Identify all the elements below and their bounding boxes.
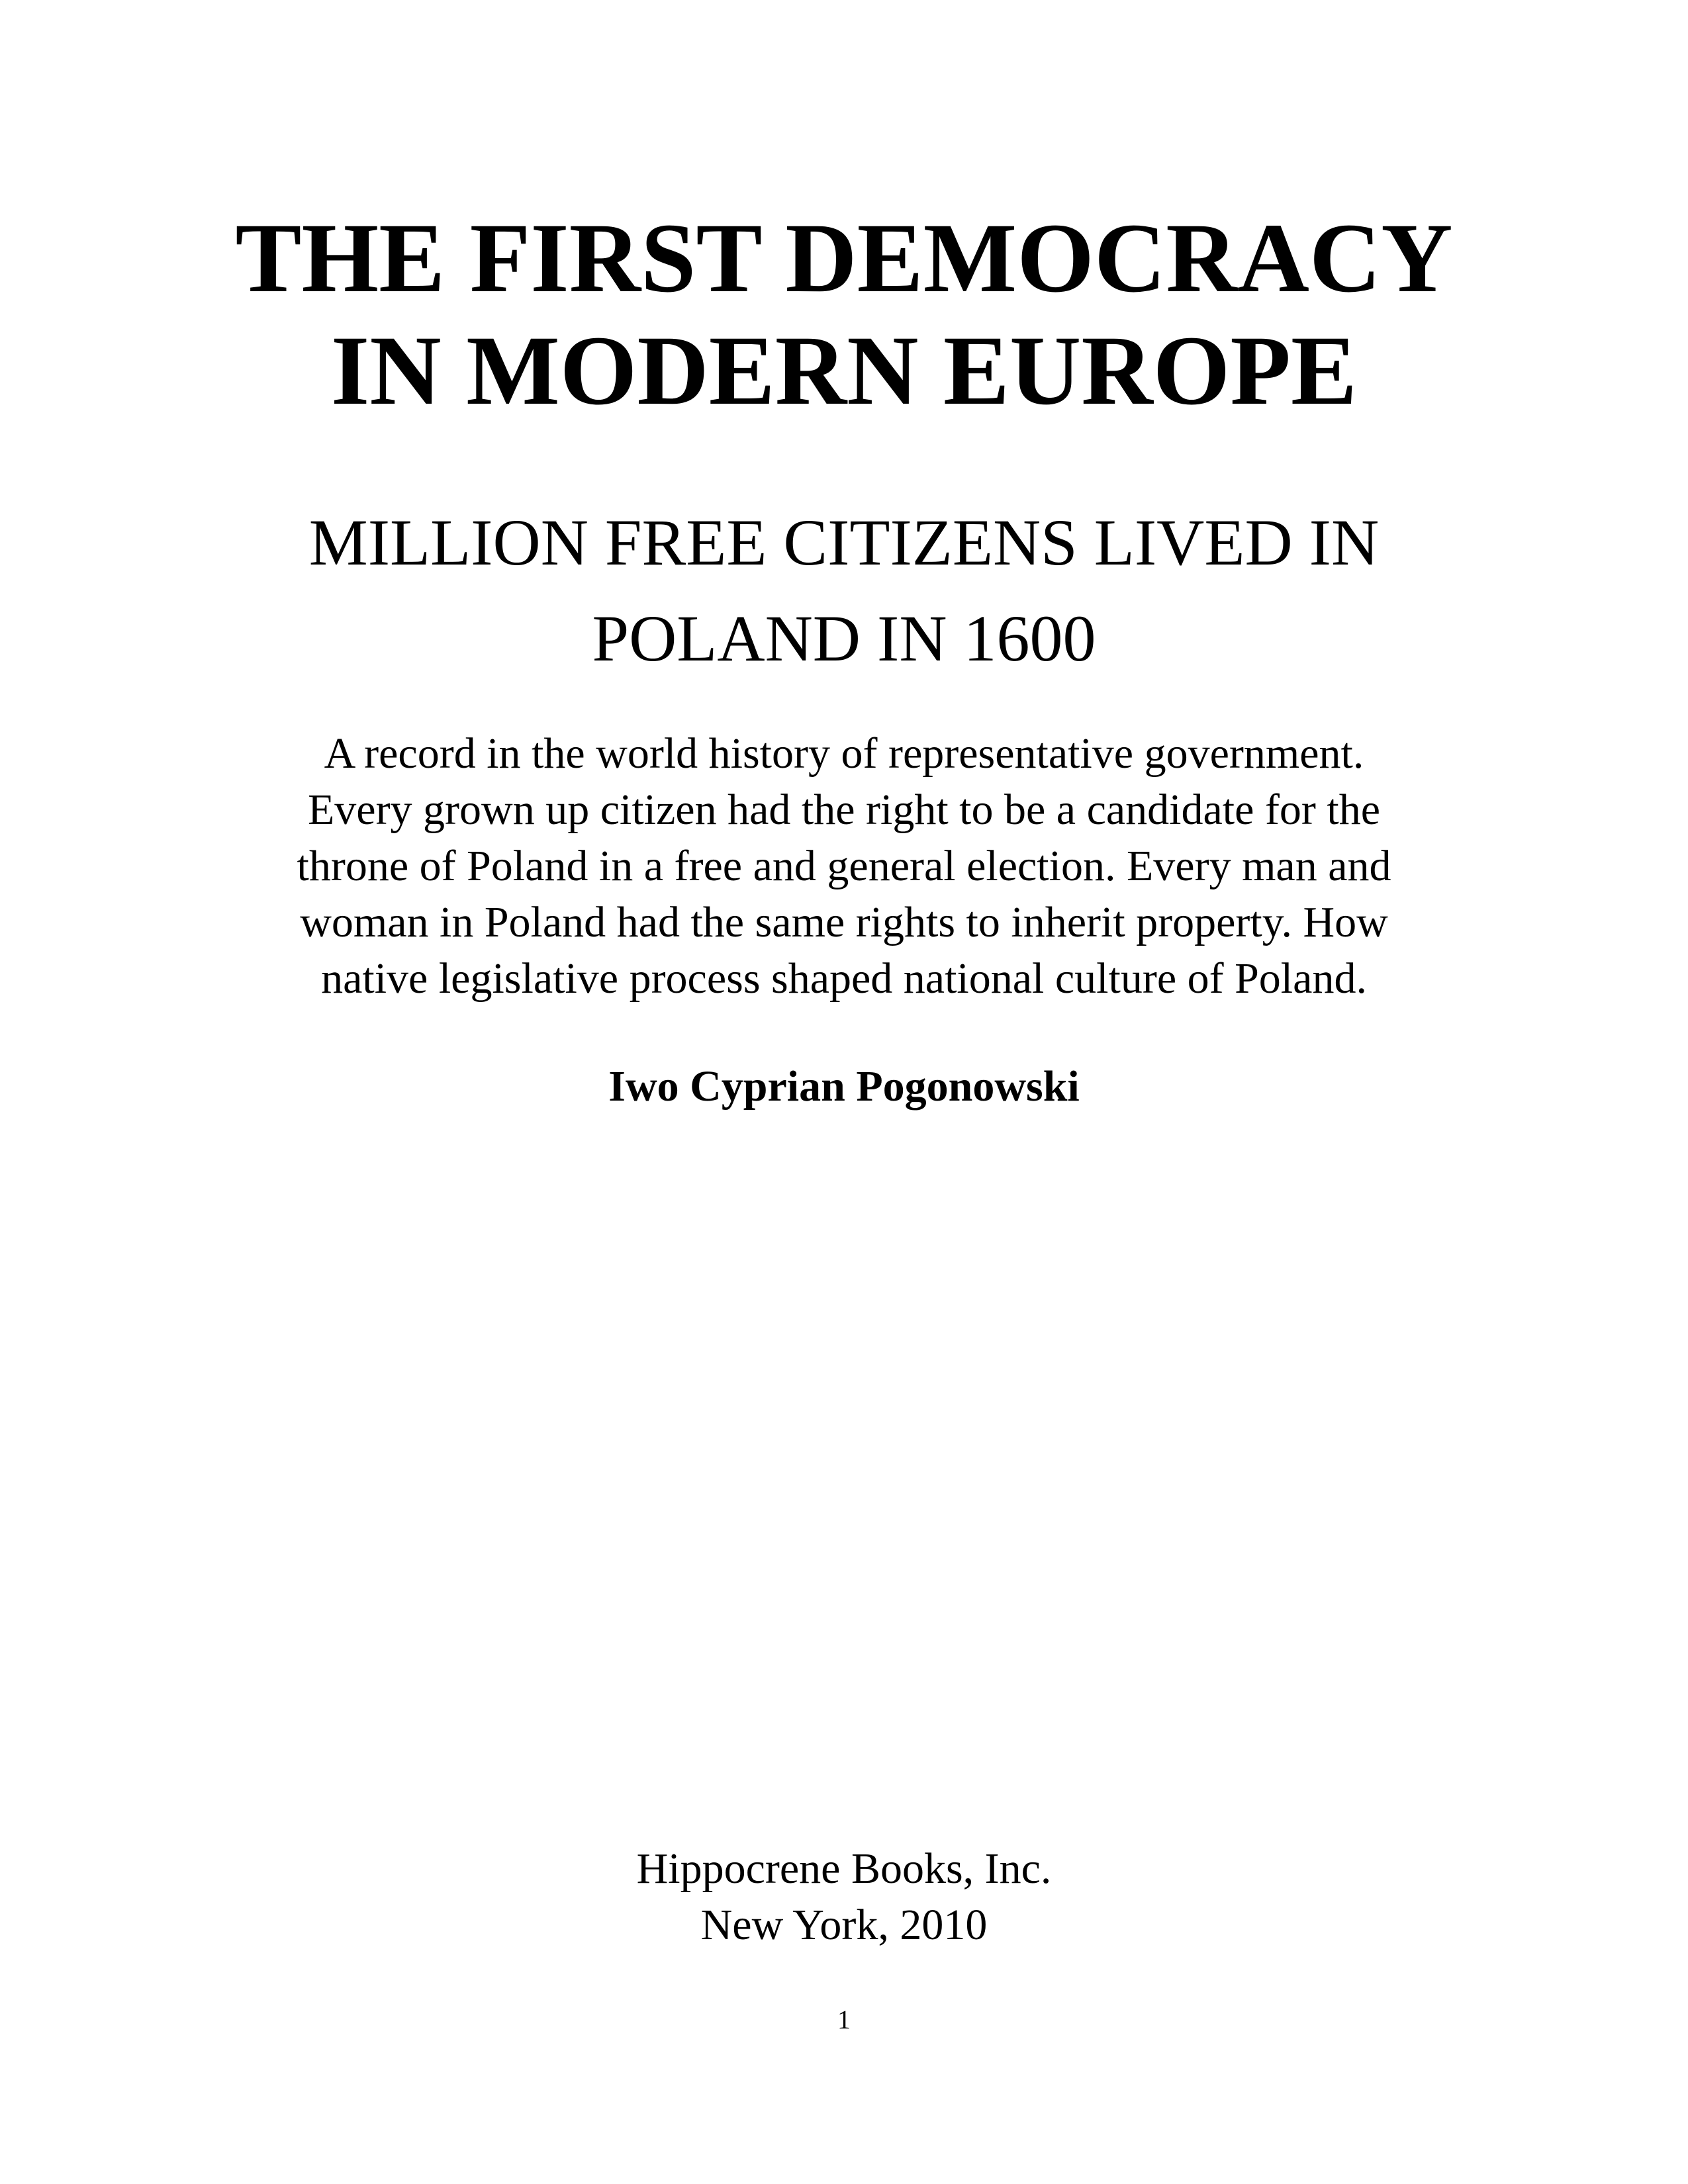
subtitle-line-1: MILLION FREE CITIZENS LIVED IN (308, 506, 1380, 579)
description-line-4: woman in Poland had the same rights to inherit property. How (300, 898, 1388, 946)
description-line-3: throne of Poland in a free and general election. Every man and (297, 842, 1391, 890)
author-name: Iwo Cyprian Pogonowski (608, 1062, 1080, 1111)
publisher-name: Hippocrene Books, Inc. (636, 1844, 1052, 1893)
description-line-2: Every grown up citizen had the right to be a candidate for the (307, 786, 1381, 834)
title-line-2: IN MODERN EUROPE (330, 316, 1358, 426)
page-number: 1 (837, 2005, 851, 2034)
title-line-1: THE FIRST DEMOCRACY (235, 203, 1453, 313)
description-line-1: A record in the world history of representative government. (324, 729, 1364, 778)
description-line-5: native legislative process shaped national culture of Poland. (321, 954, 1367, 1003)
publisher-place-year: New York, 2010 (700, 1901, 988, 1949)
subtitle-line-2: POLAND IN 1600 (592, 602, 1096, 675)
